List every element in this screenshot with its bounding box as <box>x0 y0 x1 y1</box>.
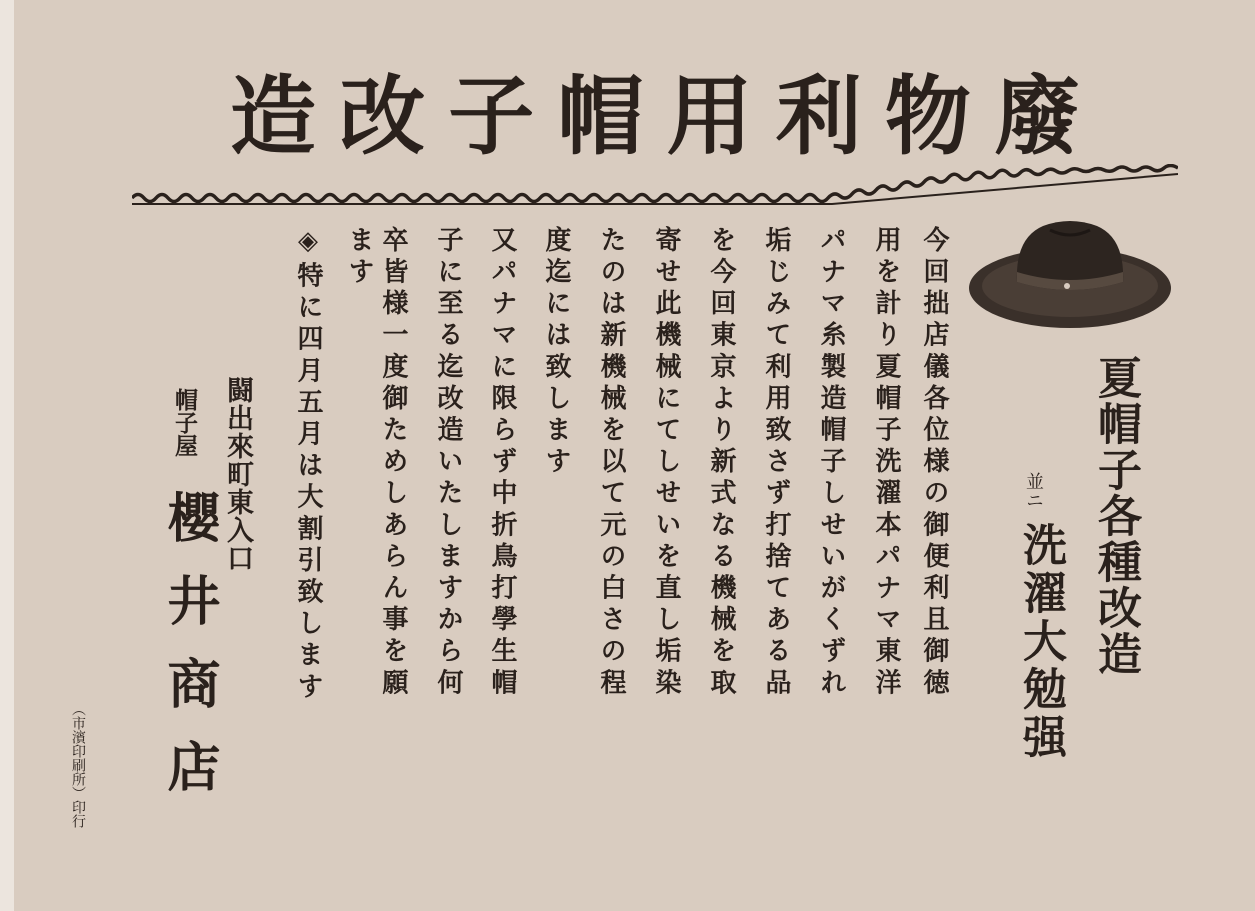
body-column: 卒皆様一度御ためしあらん事を願 <box>378 226 408 700</box>
body-column: 度迄には致します <box>541 226 571 479</box>
shop-address: 闘出來町東入口 <box>222 376 253 572</box>
title-char: 帽 <box>557 66 644 167</box>
special-notice: ◈特に四月五月は大割引致します <box>293 226 323 704</box>
flyer-title <box>230 62 1080 172</box>
body-column: 又パナマに限らず中折鳥打學生帽 <box>487 226 517 700</box>
wavy-divider <box>132 164 1178 208</box>
title-char: 造 <box>230 66 316 167</box>
body-column: たのは新機械を以て元の白さの程 <box>596 226 626 700</box>
shop-name: 櫻井商店 <box>159 490 221 822</box>
body-column: 用を計り夏帽子洗濯本パナマ東洋 <box>871 226 901 700</box>
title-char: 廢 <box>993 66 1080 167</box>
title-char: 利 <box>775 66 862 167</box>
title-char: 子 <box>448 66 535 167</box>
headline-main: 夏帽子各種改造 <box>1090 355 1141 677</box>
body-column: 垢じみて利用致さず打捨てある品 <box>761 226 791 700</box>
title-char: 用 <box>666 66 753 167</box>
headline-sub: 洗濯大勉强 <box>1015 522 1066 762</box>
body-tail: ます <box>344 226 374 290</box>
shop-type: 帽子屋 <box>171 388 198 457</box>
title-char: 物 <box>884 66 971 167</box>
body-column: 寄せ此機械にてしせいを直し垢染 <box>651 226 681 700</box>
body-column: を今回東京より新式なる機械を取 <box>706 226 736 700</box>
headline-connector: 並ニ <box>1023 472 1044 510</box>
body-column: 今回拙店儀各位様の御便利且御徳 <box>919 226 949 700</box>
title-char: 改 <box>339 66 426 167</box>
body-column: パナマ糸製造帽子しせいがくずれ <box>816 226 846 700</box>
body-column: 子に至る迄改造いたしますから何 <box>433 226 463 700</box>
hat-illustration <box>965 210 1175 335</box>
printer-credit: （市濱印刷所）印行 <box>70 702 86 828</box>
